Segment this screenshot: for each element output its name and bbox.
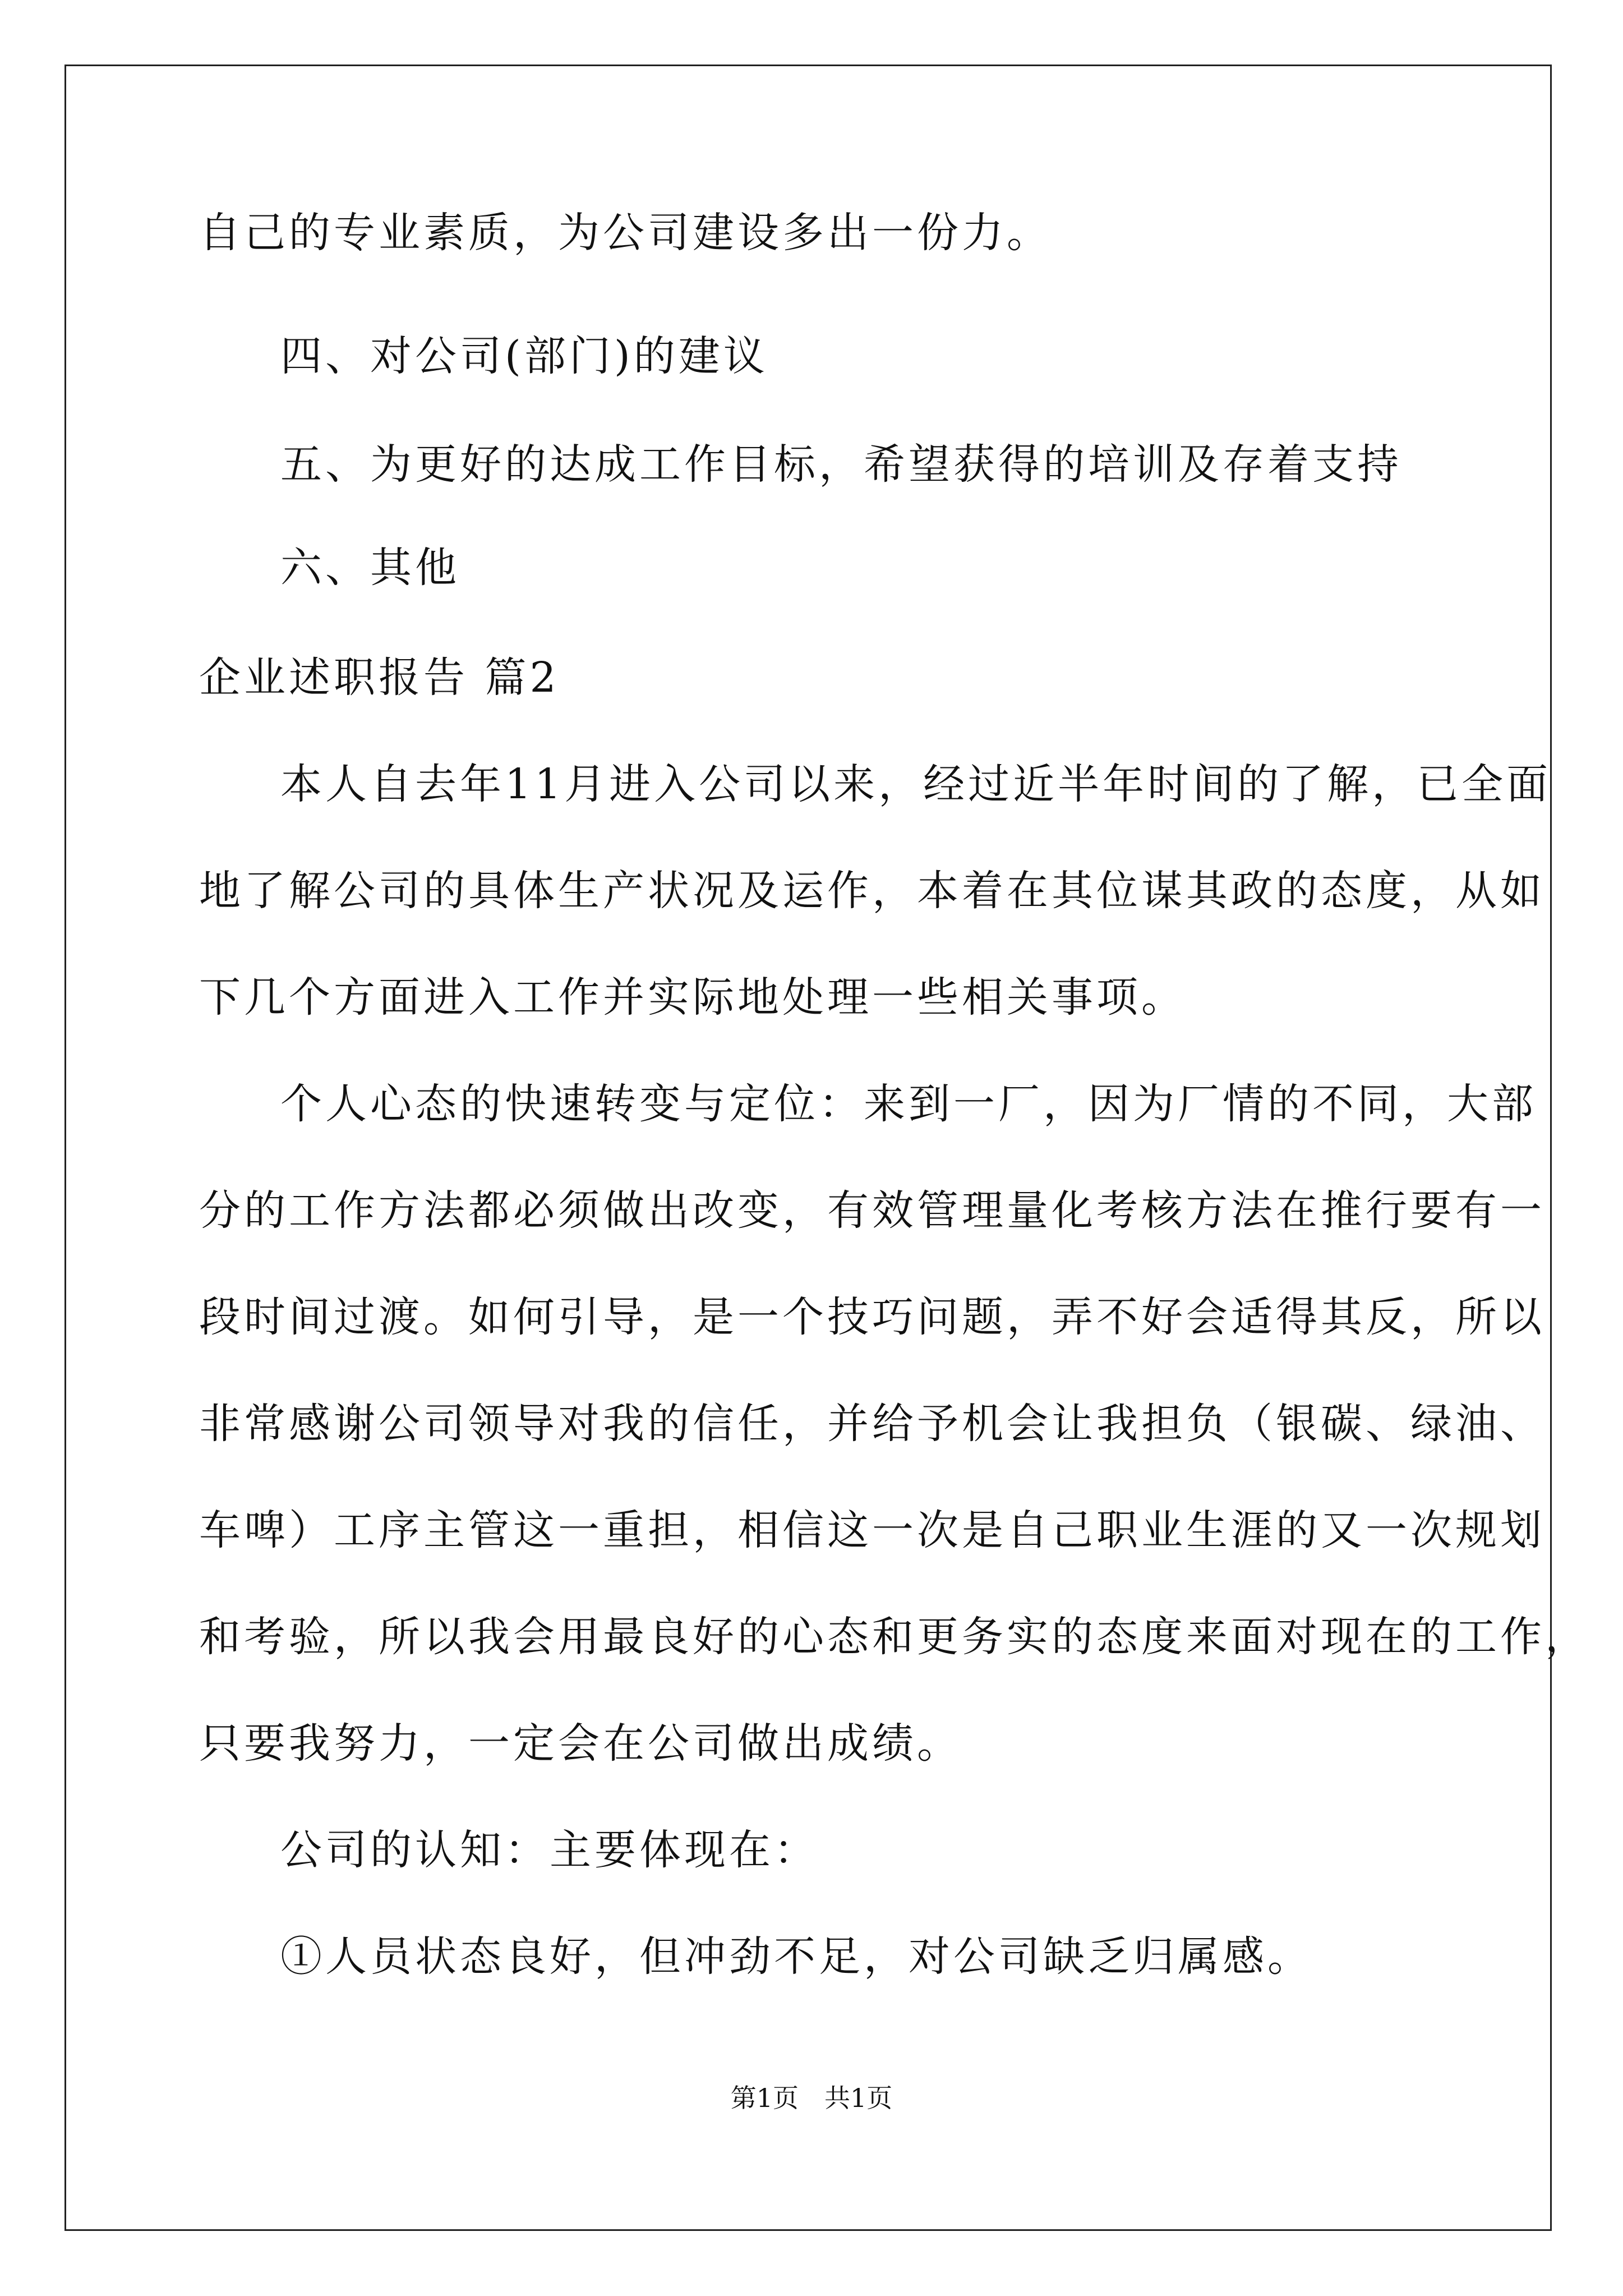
section-heading: 六、其他 [280,544,460,592]
paragraph-line: 分的工作方法都必须做出改变，有效管理量化考核方法在推行要有一 [199,1186,1545,1235]
paragraph-line: 下几个方面进入工作并实际地处理一些相关事项。 [199,973,1186,1022]
paragraph-line: 段时间过渡。如何引导，是一个技巧问题，弄不好会适得其反，所以 [199,1293,1545,1341]
paragraph-line: 自己的专业素质，为公司建设多出一份力。 [199,209,1052,257]
page-footer: 第1页 共1页 [730,2083,893,2113]
paragraph-line: 地了解公司的具体生产状况及运作，本着在其位谋其政的态度，从如 [199,867,1545,915]
page-border [64,65,1552,2231]
paragraph-line: 公司的认知：主要体现在： [280,1826,819,1874]
paragraph-line: 个人心态的快速转变与定位：来到一厂，因为厂情的不同，大部 [280,1080,1537,1128]
section-heading: 五、为更好的达成工作目标，希望获得的培训及存着支持 [280,440,1402,489]
paragraph-line: 非常感谢公司领导对我的信任，并给予机会让我担负（银碳、绿油、 [199,1400,1545,1448]
paragraph-line: 和考验，所以我会用最良好的心态和更务实的态度来面对现在的工作， [199,1613,1590,1661]
report-title: 企业述职报告 篇2 [199,654,560,702]
paragraph-line: 车啤）工序主管这一重担，相信这一次是自己职业生涯的又一次规划 [199,1506,1545,1554]
list-item: ①人员状态良好，但冲劲不足，对公司缺乏归属感。 [280,1932,1312,1981]
section-heading: 四、对公司(部门)的建议 [280,332,768,380]
paragraph-line: 本人自去年11月进入公司以来，经过近半年时间的了解，已全面 [280,760,1552,808]
paragraph-line: 只要我努力，一定会在公司做出成绩。 [199,1719,962,1768]
